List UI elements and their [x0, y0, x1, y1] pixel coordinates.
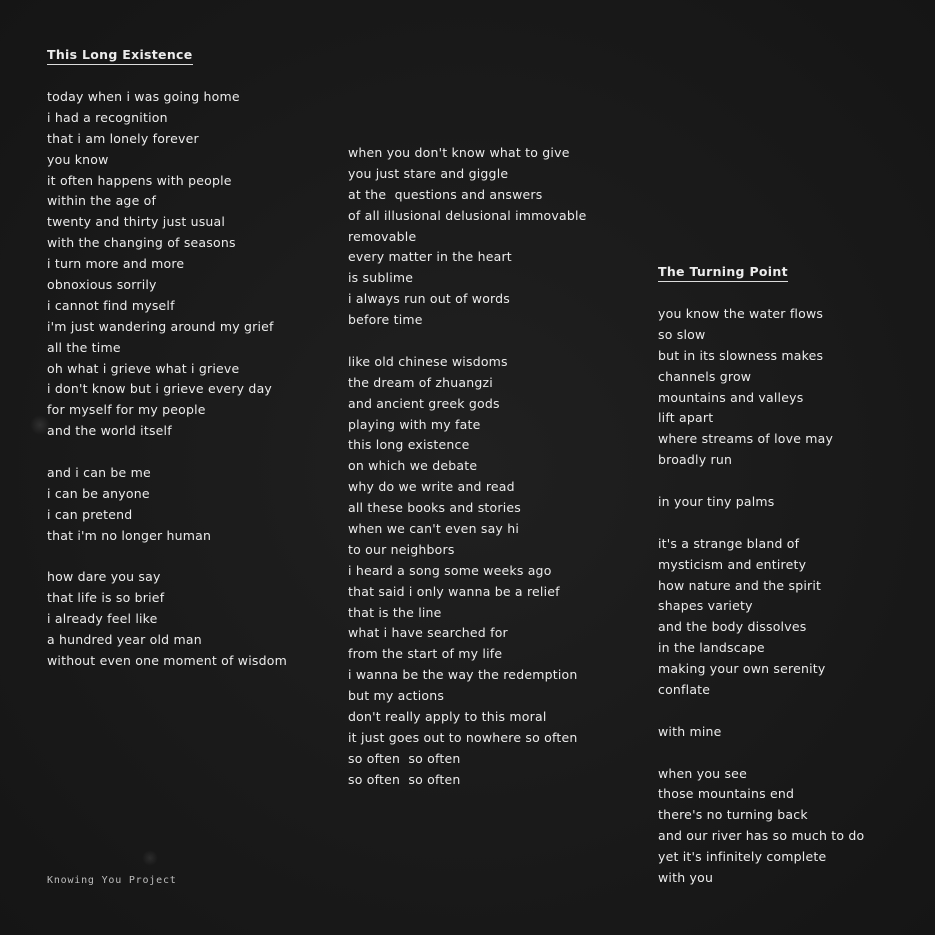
- poem-line: on which we debate: [348, 458, 478, 474]
- poem-line: when you see: [658, 765, 747, 781]
- poem-title: This Long Existence: [47, 47, 193, 65]
- stanza-break: [47, 442, 287, 463]
- stanza-break: [658, 471, 864, 492]
- poem-line: i had a recognition: [47, 109, 168, 125]
- poem-line: from the start of my life: [348, 646, 503, 662]
- stanza-break: [47, 547, 287, 568]
- poem-line: i already feel like: [47, 611, 158, 627]
- stanza-break: [658, 513, 864, 534]
- poem-column-continuation: [348, 143, 587, 791]
- poem-line: there's no turning back: [658, 807, 808, 823]
- poem-line: how dare you say: [47, 569, 161, 585]
- poem-line: a hundred year old man: [47, 632, 202, 648]
- poem-line: it just goes out to nowhere so often: [348, 729, 578, 745]
- poem-line: when we can't even say hi: [348, 521, 519, 537]
- poem-line: i can pretend: [47, 506, 133, 522]
- poem-lines: [348, 143, 587, 791]
- poem-line: conflate: [658, 682, 711, 698]
- poem-line: channels grow: [658, 368, 752, 384]
- poem-line: so often so often: [348, 771, 461, 787]
- poem-line: like old chinese wisdoms: [348, 353, 508, 369]
- poem-line: why do we write and read: [348, 479, 515, 495]
- poem-line: all the time: [47, 339, 121, 355]
- poem-line: is sublime: [348, 270, 414, 286]
- poem-line: of all illusional delusional immovable: [348, 207, 587, 223]
- poem-line: and the world itself: [47, 423, 172, 439]
- poem-line: in the landscape: [658, 640, 765, 656]
- poem-line: i cannot find myself: [47, 297, 175, 313]
- poem-line: you just stare and giggle: [348, 165, 509, 181]
- project-credit: Knowing You Project: [47, 875, 177, 886]
- poem-line: making your own serenity: [658, 661, 826, 677]
- poem-line: that life is so brief: [47, 590, 165, 606]
- poem-line: with the changing of seasons: [47, 235, 236, 251]
- poem-line: and i can be me: [47, 465, 151, 481]
- poem-line: this long existence: [348, 437, 470, 453]
- stanza-break: [658, 701, 864, 722]
- poem-line: and our river has so much to do: [658, 828, 865, 844]
- stanza-break: [658, 743, 864, 764]
- poem-line: oh what i grieve what i grieve: [47, 360, 240, 376]
- poem-line: but my actions: [348, 688, 445, 704]
- poem-line: you know: [47, 151, 109, 167]
- poem-line: removable: [348, 228, 417, 244]
- poem-line: that i am lonely forever: [47, 130, 199, 146]
- poem-line: don't really apply to this moral: [348, 709, 547, 725]
- poem-line: broadly run: [658, 452, 733, 468]
- poem-line: at the questions and answers: [348, 186, 543, 202]
- poem-line: but in its slowness makes: [658, 347, 824, 363]
- poem-line: before time: [348, 312, 423, 328]
- poem-line: for myself for my people: [47, 402, 206, 418]
- poem-line: within the age of: [47, 193, 157, 209]
- poem-lines: [47, 87, 287, 672]
- poem-column-the-turning-point: [658, 261, 864, 889]
- poem-line: today when i was going home: [47, 89, 240, 104]
- poem-title: The Turning Point: [658, 264, 788, 282]
- poem-line: i wanna be the way the redemption: [348, 667, 578, 683]
- poem-column-this-long-existence: [47, 44, 287, 672]
- poem-line: with mine: [658, 723, 722, 739]
- poem-line: that said i only wanna be a relief: [348, 583, 560, 599]
- poem-line: mysticism and entirety: [658, 556, 807, 572]
- poem-line: i always run out of words: [348, 291, 511, 307]
- poem-line: the dream of zhuangzi: [348, 374, 493, 390]
- poem-line: in your tiny palms: [658, 494, 775, 510]
- poem-line: twenty and thirty just usual: [47, 214, 226, 230]
- poem-line: it's a strange bland of: [658, 535, 800, 551]
- poem-line: so slow: [658, 326, 706, 342]
- poem-line: you know the water flows: [658, 306, 824, 321]
- poem-line: yet it's infinitely complete: [658, 849, 827, 865]
- poem-line: that is the line: [348, 604, 442, 620]
- poem-line: when you don't know what to give: [348, 145, 570, 160]
- poem-line: all these books and stories: [348, 500, 521, 516]
- poem-line: what i have searched for: [348, 625, 508, 641]
- poem-line: to our neighbors: [348, 541, 455, 557]
- poem-line: mountains and valleys: [658, 389, 804, 405]
- poem-line: that i'm no longer human: [47, 527, 212, 543]
- poem-line: i turn more and more: [47, 256, 185, 272]
- poem-lines: [658, 304, 864, 889]
- poem-line: obnoxious sorrily: [47, 277, 157, 293]
- poem-line: every matter in the heart: [348, 249, 512, 265]
- poem-line: lift apart: [658, 410, 714, 426]
- poem-line: without even one moment of wisdom: [47, 653, 287, 669]
- poem-line: where streams of love may: [658, 431, 834, 447]
- stanza-break: [348, 331, 587, 352]
- poem-line: with you: [658, 870, 714, 886]
- poem-line: playing with my fate: [348, 416, 481, 432]
- poem-line: shapes variety: [658, 598, 753, 614]
- poem-line: and ancient greek gods: [348, 395, 500, 411]
- poem-line: so often so often: [348, 750, 461, 766]
- poem-line: i'm just wandering around my grief: [47, 318, 274, 334]
- poem-line: i heard a song some weeks ago: [348, 562, 552, 578]
- poem-line: i don't know but i grieve every day: [47, 381, 273, 397]
- poem-line: and the body dissolves: [658, 619, 807, 635]
- poem-line: those mountains end: [658, 786, 795, 802]
- poem-line: i can be anyone: [47, 485, 150, 501]
- poem-line: how nature and the spirit: [658, 577, 822, 593]
- poem-line: it often happens with people: [47, 172, 232, 188]
